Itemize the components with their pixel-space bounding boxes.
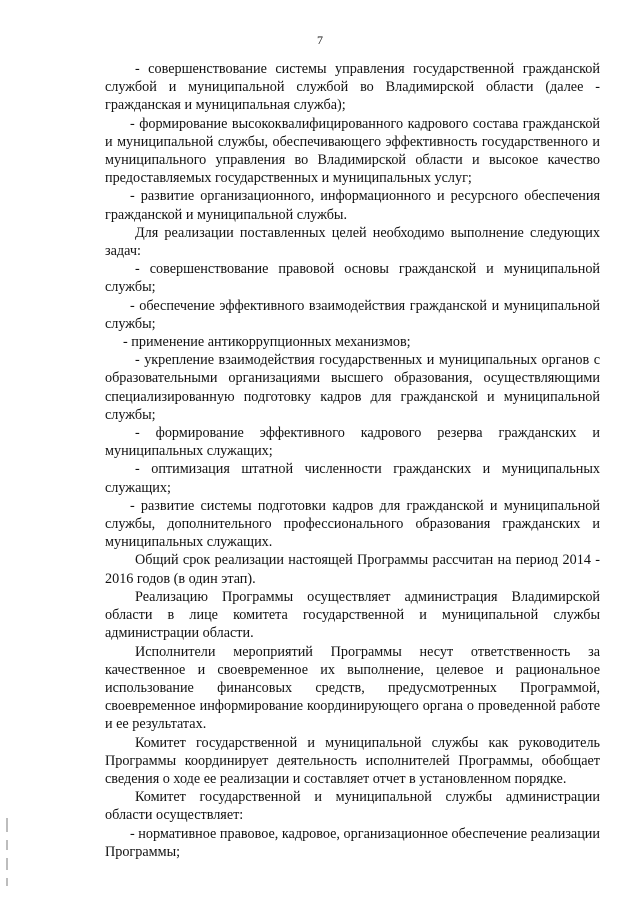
paragraph: - совершенствование правовой основы гражданской и муниципальной службы; — [105, 261, 600, 296]
page-number: 7 — [317, 33, 323, 47]
paragraph: Для реализации поставленных целей необходимо выполнение следующих задач: — [105, 224, 600, 260]
paragraph: - нормативное правовое, кадровое, организационное обеспечение реализации Программы; — [105, 825, 600, 860]
paragraph: - развитие системы подготовки кадров для гражданской и муниципальной службы, дополнительного профессионального образования гражданских и муниципальных служащих. — [105, 497, 600, 551]
paragraph: - совершенствование системы управления государственной гражданской службой и муниципальной службой во Владимирской области (далее - гражданская и муниципальная служба); — [105, 61, 600, 114]
scan-margin-mark — [6, 840, 8, 850]
scan-margin-mark — [6, 858, 8, 870]
scan-margin-mark — [6, 878, 8, 886]
paragraph: - применение антикоррупционных механизмов; — [123, 334, 411, 351]
paragraph: - оптимизация штатной численности гражданских и муниципальных служащих; — [105, 461, 600, 496]
paragraph: - обеспечение эффективного взаимодействия гражданской и муниципальной службы; — [105, 297, 600, 332]
document-body — [105, 60, 600, 861]
scan-margin-mark — [6, 818, 8, 832]
paragraph: - формирование высококвалифицированного кадрового состава гражданской и муниципальной службы, обеспечивающего эффективность государственного и муниципального управления во Владимирской области и высокое качество предоставляемых государственных и муниципальных услуг; — [105, 115, 600, 187]
paragraph: Комитет государственной и муниципальной службы как руководитель Программы координирует деятельность исполнителей Программы, обобщает сведения о ходе ее реализации и составляет отчет в установленном порядке. — [105, 734, 600, 787]
paragraph: - формирование эффективного кадрового резерва гражданских и муниципальных служащих; — [105, 425, 600, 460]
paragraph: Исполнители мероприятий Программы несут ответственность за качественное и своевременное их выполнение, целевое и рациональное использование финансовых средств, предусмотренных Программой, своевременное информирование координирующего органа о проведенной работе и ее результатах. — [105, 643, 600, 733]
paragraph: Общий срок реализации настоящей Программы рассчитан на период 2014 - 2016 годов (в один этап). — [105, 552, 600, 587]
paragraph: - укрепление взаимодействия государственных и муниципальных органов с образовательными организациями высшего образования, осуществляющими специализированную подготовку кадров для гражданской и муниципальной службы; — [105, 352, 600, 423]
paragraph: Реализацию Программы осуществляет администрация Владимирской области в лице комитета государственной и муниципальной службы администрации области. — [105, 588, 600, 642]
paragraph: - развитие организационного, информационного и ресурсного обеспечения гражданской и муниципальной службы. — [105, 188, 600, 223]
paragraph: Комитет государственной и муниципальной службы администрации области осуществляет: — [105, 789, 600, 824]
